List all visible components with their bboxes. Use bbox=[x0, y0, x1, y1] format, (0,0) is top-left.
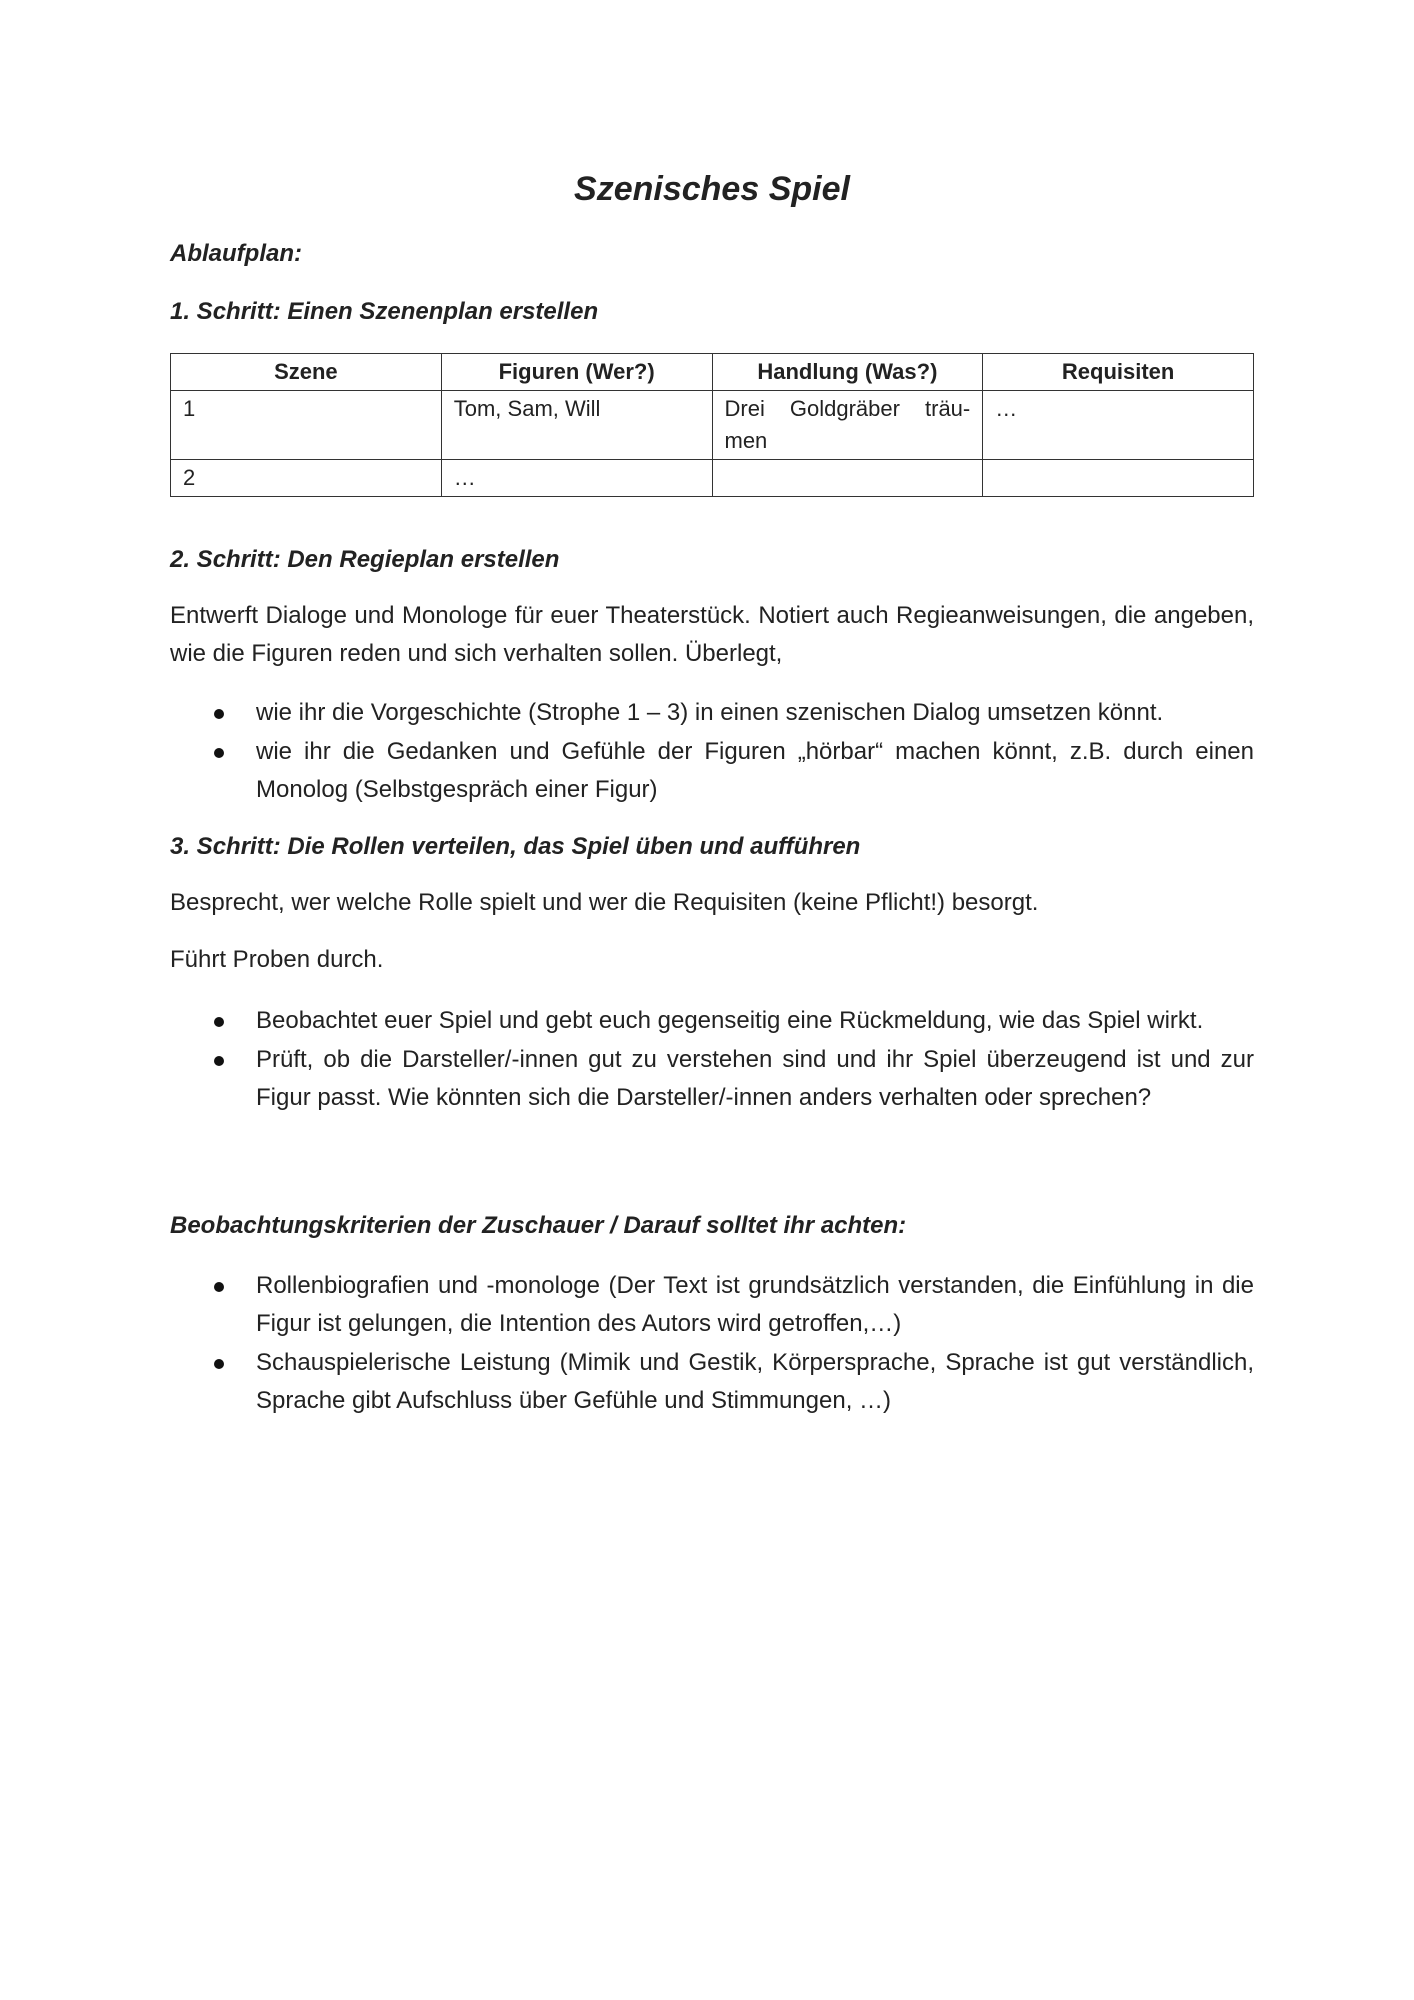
list-item: Schauspielerische Leistung (Mimik und Gestik, Körpersprache, Sprache ist gut verständlich, Sprache gibt Aufschluss über Gefühle und Stimmungen, …) bbox=[170, 1344, 1254, 1420]
criteria-heading: Beobachtungskriterien der Zuschauer / Darauf solltet ihr achten: bbox=[170, 1212, 907, 1239]
step3-heading: 3. Schritt: Die Rollen verteilen, das Spiel üben und aufführen bbox=[170, 833, 861, 860]
table-header: Handlung (Was?) bbox=[712, 354, 983, 391]
criteria-bullet-list bbox=[170, 1267, 1254, 1421]
step2-intro: Entwerft Dialoge und Monologe für euer Theaterstück. Notiert auch Regieanweisungen, die angeben, wie die Figuren reden und sich verhalten sollen. Überlegt, bbox=[170, 602, 1254, 667]
step1-heading: 1. Schritt: Einen Szenenplan erstellen bbox=[170, 298, 599, 325]
bullet-icon bbox=[214, 1282, 224, 1292]
table-row bbox=[171, 460, 1254, 497]
step2-bullet-list bbox=[170, 694, 1254, 810]
ablaufplan-heading: Ablaufplan: bbox=[170, 240, 302, 267]
step3-para2: Führt Proben durch. bbox=[170, 946, 384, 973]
table-header: Figuren (Wer?) bbox=[441, 354, 712, 391]
list-item: wie ihr die Gedanken und Gefühle der Figuren „hörbar“ machen könnt, z.B. durch einen Monolog (Selbstgespräch einer Figur) bbox=[170, 733, 1254, 809]
table-header: Szene bbox=[171, 354, 442, 391]
scene-plan-table bbox=[170, 353, 1254, 497]
table-row bbox=[171, 391, 1254, 460]
table-cell: 2 bbox=[171, 460, 442, 497]
table-cell bbox=[712, 460, 983, 497]
list-item: Prüft, ob die Darsteller/-innen gut zu verstehen sind und ihr Spiel überzeugend ist und zur Figur passt. Wie könnten sich die Darsteller/-innen anders verhalten oder sprechen? bbox=[170, 1041, 1254, 1117]
list-item: wie ihr die Vorgeschichte (Strophe 1 – 3) in einen szenischen Dialog umsetzen könnt. bbox=[170, 694, 1254, 732]
step2-heading: 2. Schritt: Den Regieplan erstellen bbox=[170, 546, 560, 573]
page-title: Szenisches Spiel bbox=[574, 170, 850, 208]
step3-para1: Besprecht, wer welche Rolle spielt und wer die Requisiten (keine Pflicht!) besorgt. bbox=[170, 889, 1039, 916]
bullet-icon bbox=[214, 1056, 224, 1066]
list-item: Beobachtet euer Spiel und gebt euch gegenseitig eine Rückmeldung, wie das Spiel wirkt. bbox=[170, 1002, 1254, 1040]
table-cell: Drei Goldgräber träu-men bbox=[712, 391, 983, 460]
bullet-icon bbox=[214, 1017, 224, 1027]
step3-bullet-list bbox=[170, 1002, 1254, 1118]
table-cell: 1 bbox=[171, 391, 442, 460]
table-cell: … bbox=[983, 391, 1254, 460]
list-item: Rollenbiografien und -monologe (Der Text ist grundsätzlich verstanden, die Einfühlung in die Figur ist gelungen, die Intention des Autors wird getroffen,…) bbox=[170, 1267, 1254, 1343]
table-cell: … bbox=[441, 460, 712, 497]
table-header-row bbox=[171, 354, 1254, 391]
table-cell bbox=[983, 460, 1254, 497]
table-cell: Tom, Sam, Will bbox=[441, 391, 712, 460]
bullet-icon bbox=[214, 748, 224, 758]
bullet-icon bbox=[214, 1359, 224, 1369]
bullet-icon bbox=[214, 709, 224, 719]
table-header: Requisiten bbox=[983, 354, 1254, 391]
